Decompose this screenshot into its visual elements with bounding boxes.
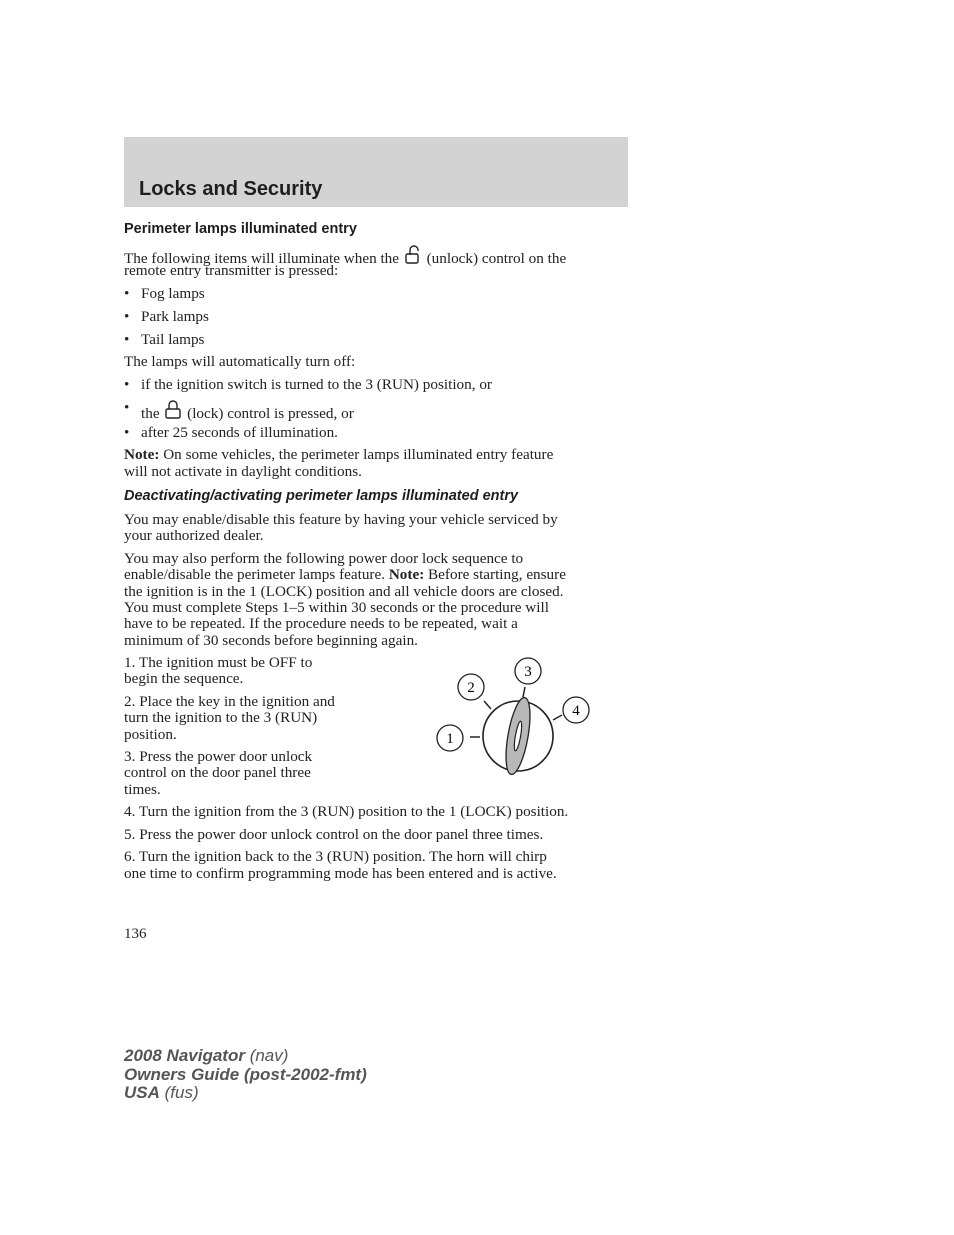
svg-text:2: 2: [467, 680, 475, 696]
auto-off-text: The lamps will automatically turn off:: [124, 353, 356, 370]
step-1: 1. The ignition must be OFF to: [124, 654, 313, 671]
note-paragraph: Note: On some vehicles, the perimeter lamps illuminated entry feature: [124, 446, 554, 463]
section-title: Locks and Security: [139, 178, 323, 200]
note-paragraph-line2: will not activate in daylight conditions.: [124, 463, 362, 480]
dealer-paragraph: You may enable/disable this feature by having your vehicle serviced by: [124, 511, 558, 528]
step-3: 3. Press the power door unlock: [124, 748, 313, 765]
intro-paragraph: The following items will illuminate when the (unlock) control on the: [124, 245, 630, 270]
page-number: 136: [124, 926, 147, 942]
deactivate-heading: Deactivating/activating perimeter lamps illuminated entry: [124, 488, 519, 504]
footer-line-1: 2008 Navigator (nav): [124, 1046, 289, 1065]
sequence-paragraph-line5: have to be repeated. If the procedure needs to be repeated, wait a: [124, 615, 518, 632]
tick-position-3: [523, 687, 525, 697]
svg-text:3: 3: [524, 664, 532, 680]
position-label-3: [515, 658, 541, 684]
sequence-paragraph-line3: the ignition is in the 1 (LOCK) position and all vehicle doors are closed.: [124, 583, 564, 600]
step-4: 4. Turn the ignition from the 3 (RUN) position to the 1 (LOCK) position.: [124, 803, 569, 820]
sequence-paragraph-line6: minimum of 30 seconds before beginning again.: [124, 632, 418, 649]
tick-position-4: [553, 715, 562, 720]
intro-paragraph-line2: remote entry transmitter is pressed:: [124, 262, 339, 279]
step-2: 2. Place the key in the ignition and: [124, 693, 335, 710]
position-label-4: [563, 697, 589, 723]
step-5: 5. Press the power door unlock control on the door panel three times.: [124, 826, 544, 843]
document-footer: [124, 1047, 367, 1103]
svg-text:1: 1: [446, 731, 454, 747]
step-3-line3: times.: [124, 781, 161, 798]
sequence-paragraph: You may also perform the following power door lock sequence to: [124, 550, 524, 567]
step-2-line3: position.: [124, 726, 177, 743]
step-2-line2: turn the ignition to the 3 (RUN): [124, 709, 318, 726]
step-6-line2: one time to confirm programming mode has been entered and is active.: [124, 865, 557, 882]
step-3-line2: control on the door panel three: [124, 764, 311, 781]
footer-line-3: USA (fus): [124, 1083, 199, 1102]
step-6: 6. Turn the ignition back to the 3 (RUN) position. The horn will chirp: [124, 848, 547, 865]
lock-icon: [163, 400, 183, 425]
footer-line-2: Owners Guide (post-2002-fmt): [124, 1064, 367, 1084]
step-1-line2: begin the sequence.: [124, 670, 244, 687]
position-label-2: [458, 674, 484, 700]
tick-position-2: [484, 701, 491, 709]
svg-text:4: 4: [572, 703, 580, 719]
ignition-switch-diagram: [430, 652, 600, 782]
perimeter-heading: Perimeter lamps illuminated entry: [124, 221, 357, 237]
sequence-paragraph-line4: You must complete Steps 1–5 within 30 seconds or the procedure will: [124, 599, 549, 616]
dealer-paragraph-line2: your authorized dealer.: [124, 527, 264, 544]
position-label-1: [437, 725, 463, 751]
sequence-paragraph-line2: enable/disable the perimeter lamps feature. Note: Before starting, ensure: [124, 566, 566, 583]
